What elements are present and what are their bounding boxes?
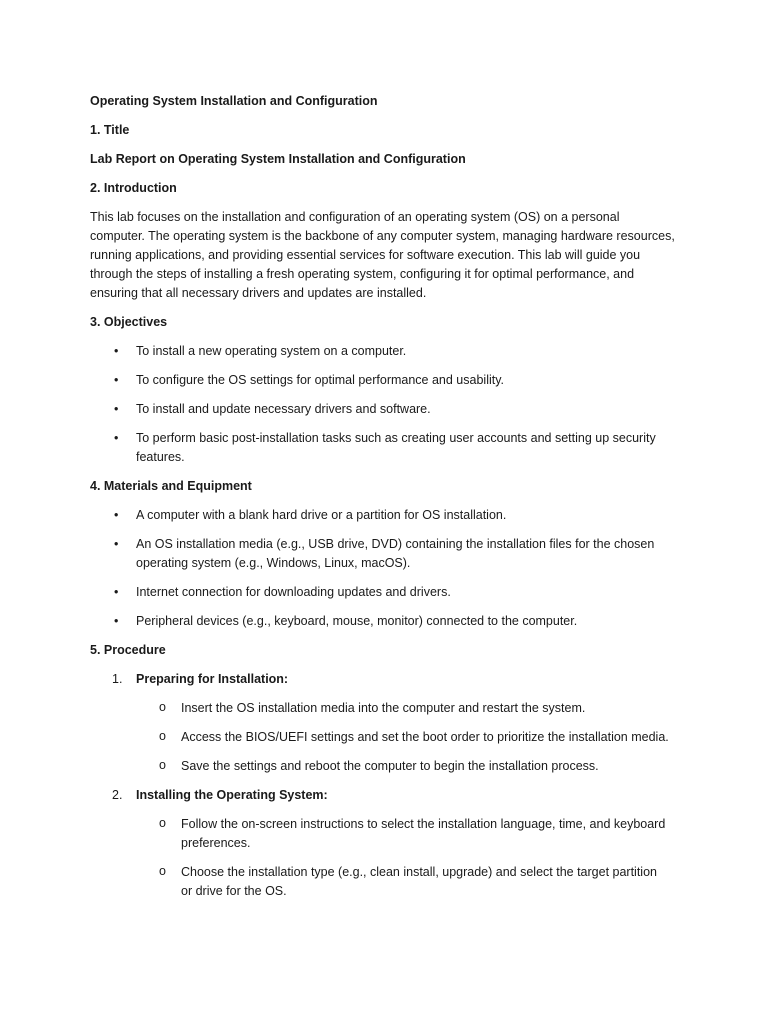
intro-line: This lab focuses on the installation and configuration of an operating system (OS) on a personal <box>90 210 620 224</box>
section-materials-heading: 4. Materials and Equipment <box>90 479 252 493</box>
substep-line: Save the settings and reboot the computer to begin the installation process. <box>181 759 599 773</box>
bullet-marker: • <box>114 537 119 551</box>
intro-line: ensuring that all necessary drivers and updates are installed. <box>90 286 427 300</box>
step-number: 1. <box>112 672 123 686</box>
list-item-line: To install and update necessary drivers and software. <box>136 402 431 416</box>
report-title: Lab Report on Operating System Installation and Configuration <box>90 152 466 166</box>
substep-list <box>136 699 690 776</box>
bullet-marker: • <box>114 373 119 387</box>
substep-line: Follow the on-screen instructions to select the installation language, time, and keyboard <box>181 817 666 831</box>
list-item-line: features. <box>136 450 185 464</box>
section-introduction-heading: 2. Introduction <box>90 181 177 195</box>
bullet-marker: • <box>114 402 119 416</box>
bullet-marker: • <box>114 344 119 358</box>
substep-item <box>136 699 690 718</box>
bullet-marker: • <box>114 431 119 445</box>
list-item <box>90 371 690 390</box>
list-item <box>90 429 690 467</box>
list-item-line: To perform basic post-installation tasks such as creating user accounts and setting up security <box>136 431 656 445</box>
intro-line: computer. The operating system is the backbone of any computer system, managing hardware resources, <box>90 229 675 243</box>
bullet-marker: • <box>114 508 119 522</box>
substep-list <box>136 815 690 901</box>
substep-marker: o <box>159 700 166 714</box>
substep-line: Choose the installation type (e.g., clean install, upgrade) and select the target partition <box>181 865 657 879</box>
list-item-line: operating system (e.g., Windows, Linux, macOS). <box>136 556 411 570</box>
substep-marker: o <box>159 816 166 830</box>
step-title: Installing the Operating System: <box>136 788 328 802</box>
list-item <box>90 342 690 361</box>
procedure-steps <box>90 670 690 901</box>
substep-marker: o <box>159 864 166 878</box>
substep-line: Access the BIOS/UEFI settings and set the boot order to prioritize the installation media. <box>181 730 669 744</box>
document-heading: Operating System Installation and Configuration <box>90 94 378 108</box>
list-item <box>90 583 690 602</box>
section-procedure-heading: 5. Procedure <box>90 643 166 657</box>
substep-line: preferences. <box>181 836 251 850</box>
list-item-line: An OS installation media (e.g., USB drive, DVD) containing the installation files for the chosen <box>136 537 655 551</box>
section-objectives-heading: 3. Objectives <box>90 315 168 329</box>
substep-line: Insert the OS installation media into the computer and restart the system. <box>181 701 586 715</box>
substep-item <box>136 815 690 853</box>
list-item-line: Peripheral devices (e.g., keyboard, mouse, monitor) connected to the computer. <box>136 614 578 628</box>
substep-marker: o <box>159 729 166 743</box>
intro-line: running applications, and providing essential services for software execution. This lab will guide you <box>90 248 641 262</box>
section-title-heading: 1. Title <box>90 123 130 137</box>
step-number: 2. <box>112 788 123 802</box>
step-title: Preparing for Installation: <box>136 672 289 686</box>
list-item-line: Internet connection for downloading updates and drivers. <box>136 585 451 599</box>
objectives-list <box>90 342 690 467</box>
list-item-line: To configure the OS settings for optimal performance and usability. <box>136 373 505 387</box>
list-item <box>90 612 690 631</box>
list-item-line: A computer with a blank hard drive or a partition for OS installation. <box>136 508 507 522</box>
document-body <box>90 92 690 911</box>
procedure-step <box>90 670 690 776</box>
intro-line: through the steps of installing a fresh operating system, configuring it for optimal performance, and <box>90 267 635 281</box>
substep-item <box>136 728 690 747</box>
substep-item <box>136 863 690 901</box>
substep-item <box>136 757 690 776</box>
list-item-line: To install a new operating system on a computer. <box>136 344 407 358</box>
procedure-step <box>90 786 690 901</box>
list-item <box>90 400 690 419</box>
bullet-marker: • <box>114 614 119 628</box>
list-item <box>90 535 690 573</box>
introduction-paragraph <box>90 208 690 303</box>
list-item <box>90 506 690 525</box>
bullet-marker: • <box>114 585 119 599</box>
substep-marker: o <box>159 758 166 772</box>
materials-list <box>90 506 690 631</box>
substep-line: or drive for the OS. <box>181 884 287 898</box>
